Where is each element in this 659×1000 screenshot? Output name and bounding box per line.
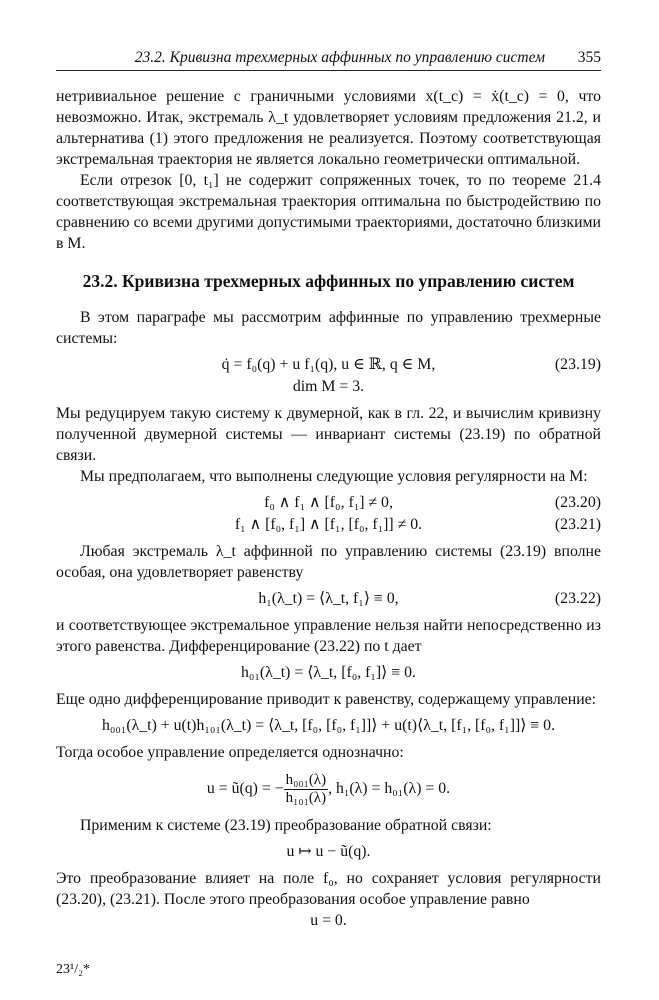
equation-23-19-dim bbox=[56, 376, 601, 398]
equation-left: u = ũ(q) = − bbox=[206, 780, 284, 797]
equation-singular-control bbox=[56, 768, 601, 810]
equation-right: , h₁(λ) = h₀₁(λ) = 0. bbox=[328, 780, 451, 797]
paragraph: и соответствующее экстремальное управление нельзя найти непосредственно из этого равенства. Дифференцирование (23.22) по t дает bbox=[56, 617, 601, 655]
equation-u-zero bbox=[56, 910, 601, 932]
equation-text: h₀₀₁(λ_t) + u(t)h₁₀₁(λ_t) = ⟨λ_t, [f₀, [f₀, f₁]]⟩ + u(t)⟨λ_t, [f₁, [f₀, f₁]]⟩ ≡ 0. bbox=[101, 717, 556, 734]
running-header bbox=[56, 48, 601, 71]
equation-text: f₁ ∧ [f₀, f₁] ∧ [f₁, [f₀, f₁]] ≠ 0. bbox=[234, 516, 423, 533]
equation-text: h₀₁(λ_t) = ⟨λ_t, [f₀, f₁]⟩ ≡ 0. bbox=[241, 664, 416, 681]
equation-number: (23.20) bbox=[554, 494, 601, 511]
fraction bbox=[284, 772, 328, 807]
paragraph: Это преобразование влияет на поле f₀, но сохраняет условия регулярности (23.20), (23.21). После этого преобразования особое управление равно bbox=[56, 870, 601, 908]
paragraph: Применим к системе (23.19) преобразование обратной связи: bbox=[80, 817, 492, 834]
equation-23-22 bbox=[56, 588, 601, 610]
page-number: 355 bbox=[577, 49, 601, 66]
equation-number: (23.19) bbox=[554, 356, 601, 373]
equation-text: q̇ = f₀(q) + u f₁(q), u ∈ ℝ, q ∈ M, bbox=[221, 356, 436, 373]
equation-number: (23.22) bbox=[554, 590, 601, 607]
paragraph: В этом параграфе мы рассмотрим аффинные по управлению трехмерные системы: bbox=[56, 309, 601, 347]
equation-text: f₀ ∧ f₁ ∧ [f₀, f₁] ≠ 0, bbox=[264, 494, 393, 511]
fraction-denominator: h₁₀₁(λ) bbox=[285, 789, 327, 806]
fraction-numerator: h₀₀₁(λ) bbox=[285, 771, 327, 788]
equation-23-21 bbox=[56, 514, 601, 536]
equation-text: u ↦ u − ũ(q). bbox=[286, 843, 371, 860]
paragraph: Мы редуцируем такую систему к двумерной, как в гл. 22, и вычислим кривизну полученной двумерной системы — инвариант системы (23.19) по обратной связи. bbox=[56, 405, 601, 464]
paragraph: Тогда особое управление определяется однозначно: bbox=[56, 744, 404, 761]
equation-23-20 bbox=[56, 492, 601, 514]
paragraph: Еще одно дифференцирование приводит к равенству, содержащему управление: bbox=[56, 691, 597, 708]
signature-mark: 23¹/₂* bbox=[56, 962, 90, 977]
equation-h01 bbox=[56, 662, 601, 684]
equation-text: u = 0. bbox=[310, 912, 347, 929]
equation-text: dim M = 3. bbox=[292, 378, 365, 395]
equation-23-19 bbox=[56, 354, 601, 376]
paragraph: нетривиальное решение с граничными условиями x(t_c) = ẋ(t_c) = 0, что невозможно. Итак, экстремаль λ_t удовлетворяет условиям предложения 21.2, и альтернатива (1) этого предложения не реализуется. Поэтому соответствующая экстремальная траектория не является локально геометрически оптимальной. bbox=[56, 88, 601, 168]
section-title: 23.2. Кривизна трехмерных аффинных по управлению систем bbox=[82, 271, 575, 291]
equation-h001 bbox=[56, 715, 601, 737]
equation-number: (23.21) bbox=[554, 516, 601, 533]
equation-text bbox=[56, 768, 601, 810]
paragraph: Если отрезок [0, t₁] не содержит сопряженных точек, то по теореме 21.4 соответствующая экстремальная траектория оптимальна по быстродействию по сравнению со всеми другими допустимыми траекториями, достаточно близкими в M. bbox=[56, 172, 601, 252]
running-title: 23.2. Кривизна трехмерных аффинных по управлению систем bbox=[134, 49, 545, 66]
page-body bbox=[56, 86, 601, 932]
equation-text: h₁(λ_t) = ⟨λ_t, f₁⟩ ≡ 0, bbox=[258, 590, 399, 607]
paragraph: Мы предполагаем, что выполнены следующие условия регулярности на M: bbox=[80, 468, 588, 485]
equation-feedback bbox=[56, 841, 601, 863]
paragraph: Любая экстремаль λ_t аффинной по управлению системы (23.19) вполне особая, она удовлетворяет равенству bbox=[56, 543, 601, 581]
